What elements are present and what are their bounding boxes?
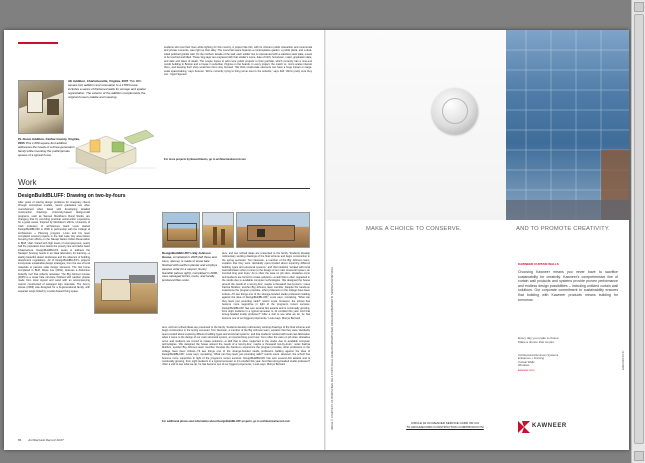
caption-pl-room-title: PL Room Addition, Fairfax County, Virginia, 2005 (18, 137, 80, 145)
scrollbar-thumb[interactable] (634, 14, 644, 444)
scroll-down-arrow-icon[interactable] (634, 451, 644, 461)
caption-ae-addition (68, 80, 146, 100)
ad-product-item: Windows (518, 363, 530, 368)
article-body-column-2-continued (162, 326, 310, 418)
ad-headline-conserve: MAKE A CHOICE TO CONSERVE. (366, 226, 462, 232)
left-page (4, 30, 324, 450)
ad-subhead: KAWNEER CURTAIN WALLS (518, 262, 559, 266)
caption-ae-addition-title: AE Addition, Charlottesville, Virginia, 2007 (68, 79, 129, 83)
ad-product-item: Entrances + Framing (518, 356, 545, 361)
header-rule (18, 42, 58, 44)
article-body-column-2-repeat: tiers, and two refined ideas are presented to the family. Students develop rudimentary working drawings of the final scheme and begin construction in the spring semester. Tom Newman, a member of the Big Johnson team, explains that they were 'decidedly open-minded about exploring different building types and structural systems,' and that students 'worked with local cast fabrication when it came to the design of our main structural system, an inverted king post truss.' As is often the case on job sites, obstacles occur and students are forced to create solutions—a skill that is often neglected in the studio due to available computer technologies. 'We designed the house around the needs of a two-by-four; maybe a thousand two-by-fours,' notes Katrina Mukbox, another Big Johnson team member. Despite the hands-on experience the program provides, other professors in the college have been critical—'I'll see things one of the strange-hooded studio professors battling against the idea of DesignBuildBLUFF,' Louis says, remarking, 'What can they learn just pounding nails?' retorts Louis. However, the school has become more supportive in light of the program's recent success: DesignBuildBLUFF has won several AIA awards and is continually growing, from eight students in a typical semester to 14 enrolled this year. And that strong-headed studio professor? 'After a visit to see what we do, he has become one of our biggest proponents,' Louis says. Murrye Bernard (162, 326, 310, 367)
service-card-line-1: CIRCLE 94 ON READER SERVICE CARD OR GO (411, 421, 479, 425)
ad-product-item: Architectural Aluminum Systems (518, 353, 559, 357)
big-johnson-photo (94, 262, 158, 314)
ad-headline-creativity: AND TO PROMOTE CREATIVITY. (516, 226, 610, 232)
article-body-column-2: tiers, and two refined ideas are presented to the family. Students develop rudimentary working drawings of the final scheme and begin construction in the spring semester. Tom Newman, a member of the Big Johnson team, explains that they were 'decidedly open-minded about exploring different building types and structural systems,' and that students 'worked with local cast fabrication when it came to the design of our main structural system, an inverted king post truss.' As is often the case on job sites, obstacles occur and students are forced to create solutions—a skill that is often neglected in the studio due to available computer technologies. 'We designed the house around the needs of a two-by-four; maybe a thousand two-by-fours,' notes Katrina Mukbox, another Big Johnson team member. Despite the hands-on experience the program provides, other professors in the college have been critical—'I'll see things one of the strange-hooded studio professors battling against the idea of DesignBuildBLUFF,' Louis says, remarking, 'What can they learn just pounding nails?' retorts Louis. However, the school has become more supportive in light of the program's recent success: DesignBuildBLUFF has won several AIA awards and is continually growing, from eight students in a typical semester to 14 enrolled this year. And that strong-headed studio professor? 'After a visit to see what we do, he has become one of our biggest proponents,' Louis says. Murrye Bernard (222, 252, 310, 320)
right-page (326, 30, 629, 450)
ad-side-code: KAW-0000 10.07 (622, 350, 625, 370)
vertical-scrollbar[interactable] (631, 0, 645, 463)
kawneer-wordmark: KAWNEER (532, 423, 567, 429)
kawneer-logo-mark-icon (518, 421, 530, 433)
caption-big-johnson-text: completed in 2005 (left three and tours, above), is made of straw bale finished with earthen plaster and employs passive solar for a carport. Sonny Gamblin (above right), completed in 2006, uses salvaged bricks, rocks, and locally produced fiber-crete. (162, 254, 218, 283)
caption-ae-addition-text: This 900-square-foot addition and renovation to a 1760 house includes a series of thickened walls for storage and spatial organization. The exterior of the addition complements the original house's palette and massing. (68, 79, 146, 99)
ad-product-item: Curtain Walls (518, 359, 535, 364)
more-projects-link[interactable]: For more projects by Basarchitects, go to architecturalrecord.com (164, 158, 246, 161)
glass-tower-image (506, 30, 629, 220)
product-seal-image (432, 88, 478, 134)
ad-tagline (518, 336, 618, 344)
folio-title: Architectural Record 10.07 (28, 438, 64, 442)
article-body-column-1: After years of solving design problems for imaginary clients through conceptual models, recent graduates are often overwhelmed when faced with developing detailed construction drawings. University-based design-build programs, such as Samuel Mockbee's Rural Studio, are changing that by providing practical construction experience for a great cause. Inspired by Mockbee's efforts, University of Utah professor of architecture Hank Louis started DesignBuildBLUFF in 2000 in partnership with the College of Architecture + Planning program. Louis and his team completed several projects in the Salt Lake City area before focusing their efforts on the Navajo Nation Indian Reservation in Bluff, Utah. Faced with high levels of unemployment, nearly half the population lives below the poverty line and lacks basic infrastructure. DesignBuildBLUFF seeks to address the Navajos' housing needs in an ideal laboratory for learning—a starkly beautiful desert landscape and the absence of building department regulations. All of DesignBuildBLUFF's projects incorporate sustainable design strategies, from the use of local materials to passive solar design elements. The first home completed in Bluff, Rosie Joe (2004), features a distinctive butterfly roof that collects rainwater. The Big Johnson House (2005) is a straw bale structure finished with earthen plaster made from local topsoil and sand with an accompanying carport constructed of salvaged sign materials. The Sunny House (2006) was designed for a bi-generational family, with separate wings linked by a solar-heated living space. (18, 201, 90, 293)
left-folio (18, 438, 64, 442)
sonny-gamblin-photo (236, 212, 310, 248)
straw-bale-photo-1 (162, 212, 200, 248)
service-card-line-2[interactable]: TO ARCHRECORD.CONSTRUCTION.COM/PRODUCTS/ (406, 424, 484, 429)
article-subhead: DesignBuildBLUFF: Drawing on two-by-fours (18, 193, 126, 199)
intro-column-text: students who lost their lives while fighting for this country. A project like this, with its inherent public interaction and ceremonial and private moments, was right up their alley. The memorial space features a contemplative garden, a public plaza, and a dual-sided polished granite wall. On the northern facade of the wall, each soldier lost is represented with a stainless steel plate, meant to be touched and lifted. These 'dog tags' are engraved with that soldier's name, date of birth, hometown, major, graduation date, and date and place of death. The couple hopes to add more public projects to their portfolio, which currently has a nine-unit condo building in Boston and a house in suburban Virginia on the boards. In every project, the match vs. micro scales interest them, and keeping their shop small lets them stay focused. 'We think small-scale elements can have a huge impact on large-scale spacemaking,' says Koerner. 'We're currently trying to bring some soul to the suburbs,' says Zell. 'We're pretty sure they can.' Ingrid Spencer (164, 46, 312, 77)
kawneer-logo (518, 420, 588, 434)
ad-product-list (518, 354, 618, 372)
ad-url-link[interactable]: kawneer.com (518, 367, 535, 372)
caption-pl-room-text: This 1,000-square-foot addition addresses the needs of a three-generation family while inventing the public/private spaces of a typical home. (18, 140, 75, 157)
house-photo-1 (18, 80, 64, 134)
ad-body-copy: Choosing Kawneer means you never have to sacrifice sustainability for creativity. Kawneer's comprehensive line of curtain wall products and systems provide proven performance and endless design possibilities – including unitized curtain wall solutions. Our corporate commitment to sustainability ensures that building with Kawneer products means building for tomorrow. (518, 270, 618, 302)
glass-tower-grid (506, 30, 629, 220)
scroll-up-arrow-icon[interactable] (634, 2, 644, 12)
magazine-spread (4, 30, 629, 450)
reader-service-card (390, 422, 500, 430)
caption-big-johnson (162, 252, 218, 283)
ad-tagline-line-2: Make a choice that counts. (518, 340, 555, 344)
additional-info-link[interactable]: For additional photos and information about DesignBuildBLUFF projects, go to architecturalrecord.com (162, 420, 290, 423)
straw-bale-photo-2 (202, 212, 234, 248)
ad-hero-image (326, 30, 629, 220)
caption-big-johnson-title: DesignBuildBLUFF's Big Johnson House, (162, 251, 211, 259)
caption-pl-room (18, 138, 80, 158)
ad-tagline-line-1: Every day you make a choice. (518, 336, 560, 340)
folio-page-number: 86 (18, 438, 22, 442)
section-title: Work (18, 178, 310, 189)
ad-photo-credit: IMAGE © COURTESY OF BOWINCKER SELF PORT/ PALAL RESEARCH/BOWINCKER RESEARCH/IBM/MARTIN NEWMAN/SOMETHING (331, 266, 334, 430)
